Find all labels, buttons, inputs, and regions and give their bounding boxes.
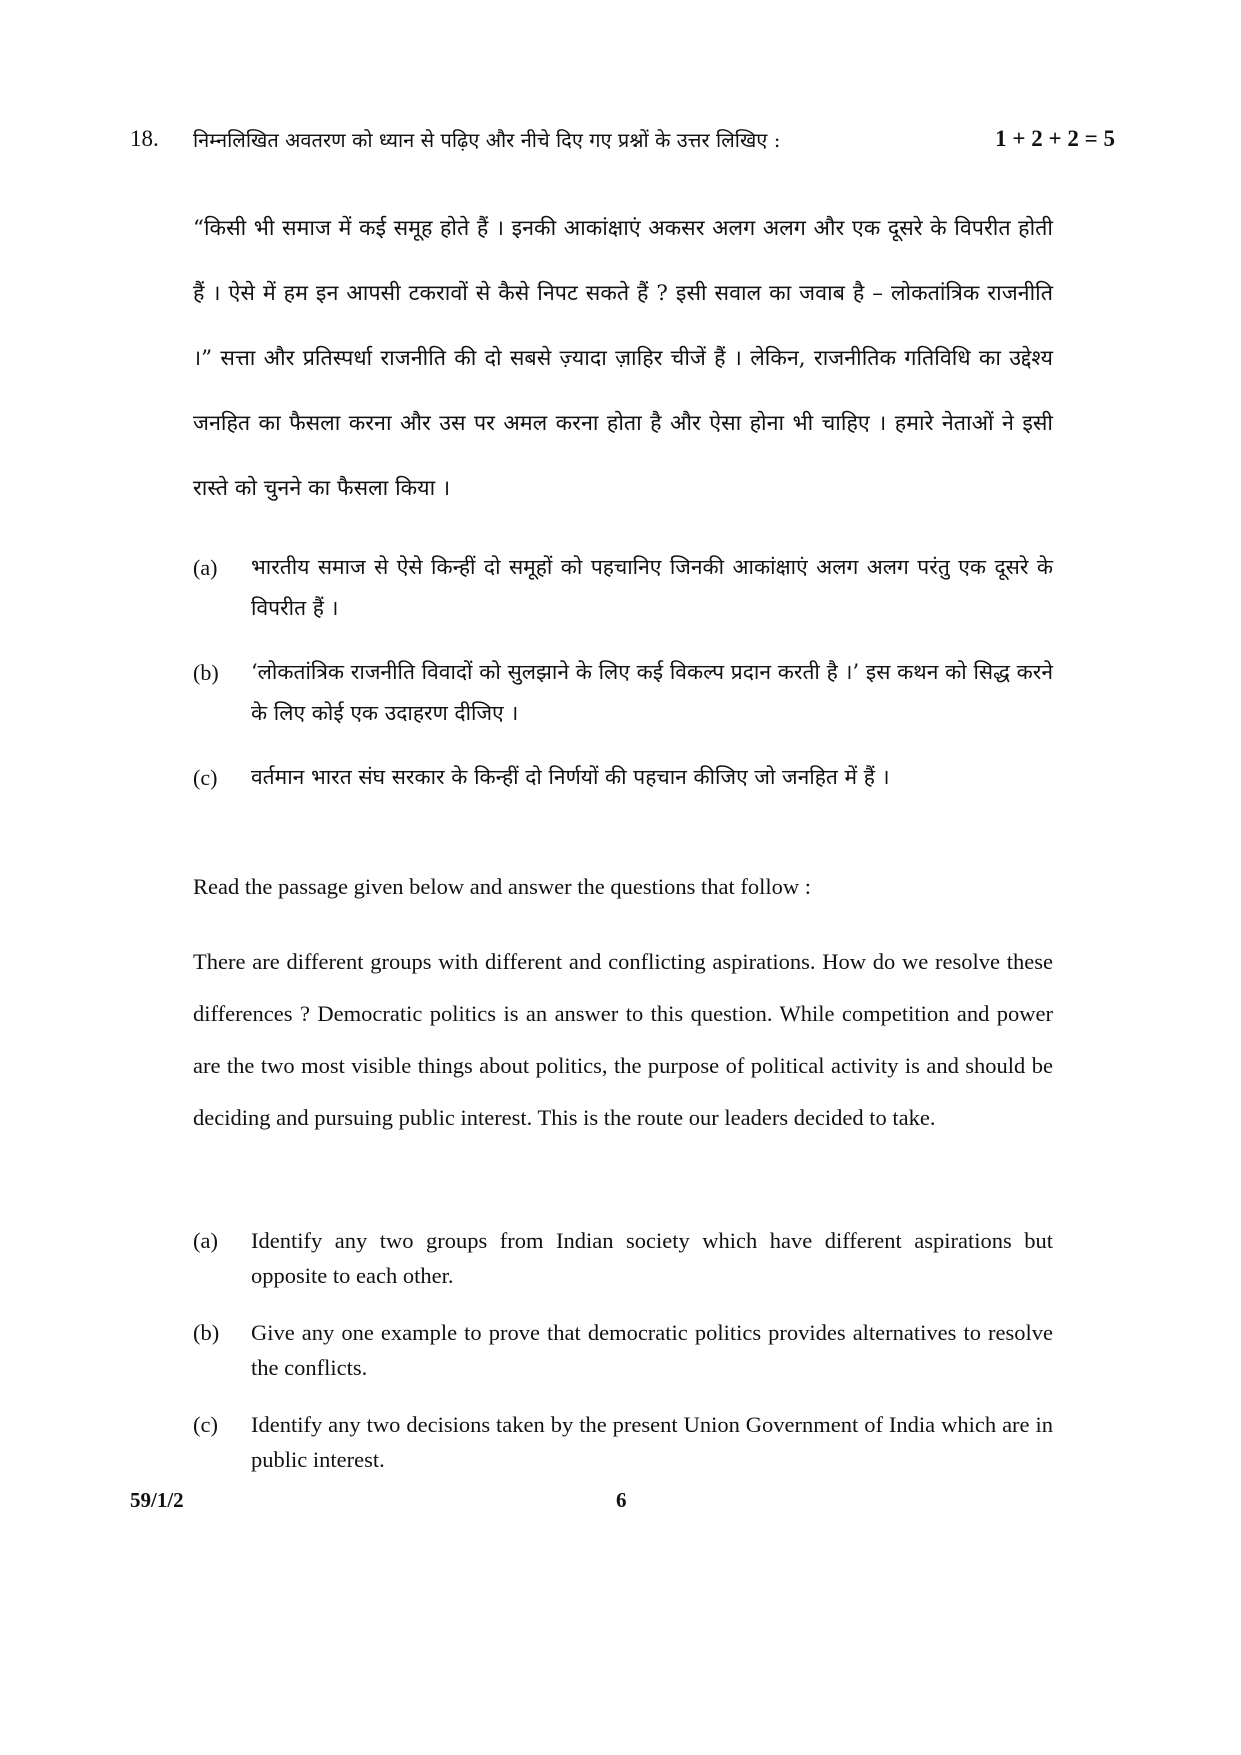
hindi-passage xyxy=(193,196,1053,521)
question-instruction-hindi: निम्नलिखित अवतरण को ध्यान से पढ़िए और नीचे दिए गए प्रश्नों के उत्तर लिखिए : xyxy=(193,128,781,152)
english-subquestion-b xyxy=(193,1315,1053,1385)
subquestion-text: भारतीय समाज से ऐसे किन्हीं दो समूहों को पहचानिए जिनकी आकांक्षाएं अलग अलग परंतु एक दूसरे के विपरीत हैं । xyxy=(251,555,1053,620)
english-instruction: Read the passage given below and answer the questions that follow : xyxy=(193,874,811,899)
paper-code: 59/1/2 xyxy=(130,1488,184,1512)
english-subquestion-c xyxy=(193,1407,1053,1477)
question-number: 18. xyxy=(130,126,159,151)
subquestion-label: (a) xyxy=(193,1228,218,1253)
subquestion-text: Identify any two groups from Indian society which have different aspirations but opposite to each other. xyxy=(251,1228,1053,1288)
page-number: 6 xyxy=(616,1488,627,1512)
subquestion-text: Identify any two decisions taken by the present Union Government of India which are in public interest. xyxy=(251,1412,1053,1472)
subquestion-text: Give any one example to prove that democratic politics provides alternatives to resolve the conflicts. xyxy=(251,1320,1053,1380)
english-subquestions xyxy=(193,1223,1053,1499)
question-header xyxy=(130,126,1115,166)
subquestion-text: वर्तमान भारत संघ सरकार के किन्हीं दो निर्णयों की पहचान कीजिए जो जनहित में हैं । xyxy=(251,765,890,789)
english-passage-text: There are different groups with different and conflicting aspirations. How do we resolve these differences ? Democratic politics is an answer to this question. While competition and power are the two most visible things about politics, the purpose of political activity is and should be deciding and pursuing public interest. This is the route our leaders decided to take. xyxy=(193,949,1053,1130)
subquestion-label: (a) xyxy=(193,555,218,580)
hindi-subquestions xyxy=(193,547,1053,821)
english-subquestion-a xyxy=(193,1223,1053,1293)
hindi-passage-text: “किसी भी समाज में कई समूह होते हैं । इनकी आकांक्षाएं अकसर अलग अलग और एक दूसरे के विपरीत होती हैं । ऐसे में हम इन आपसी टकरावों से कैसे निपट सकते हैं ? इसी सवाल का जवाब है – लोकतांत्रिक राजनीति ।” सत्ता और प्रतिस्पर्धा राजनीति की दो सबसे ज़्यादा ज़ाहिर चीजें हैं । लेकिन, राजनीतिक गतिविधि का उद्देश्य जनहित का फैसला करना और उस पर अमल करना होता है और ऐसा होना भी चाहिए । हमारे नेताओं ने इसी रास्ते को चुनने का फैसला किया । xyxy=(193,216,1053,501)
hindi-subquestion-b xyxy=(193,652,1053,734)
hindi-subquestion-a xyxy=(193,547,1053,629)
subquestion-label: (b) xyxy=(193,1320,220,1345)
marks-allocation: 1 + 2 + 2 = 5 xyxy=(995,126,1115,151)
subquestion-text: ‘लोकतांत्रिक राजनीति विवादों को सुलझाने के लिए कई विकल्प प्रदान करती है ।’ इस कथन को सिद्ध करने के लिए कोई एक उदाहरण दीजिए । xyxy=(251,660,1053,725)
english-passage xyxy=(193,936,1053,1144)
hindi-subquestion-c xyxy=(193,757,1053,798)
subquestion-label: (c) xyxy=(193,765,218,790)
subquestion-label: (c) xyxy=(193,1412,218,1437)
subquestion-label: (b) xyxy=(193,660,219,685)
